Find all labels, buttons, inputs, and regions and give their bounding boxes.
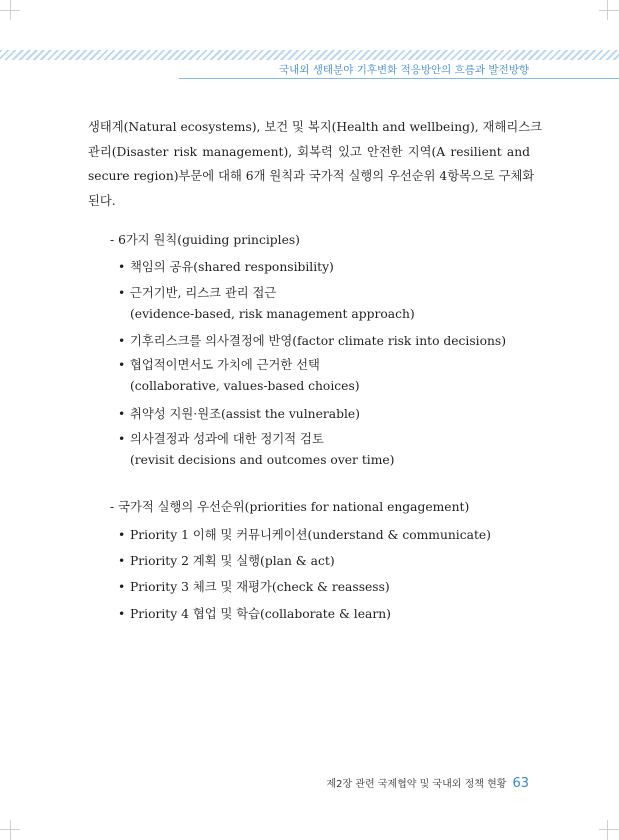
footer-chapter-title: 제2장 관련 국제협약 및 국내외 정책 현황 <box>326 779 507 790</box>
bullet-icon: • <box>118 286 126 300</box>
principle-item <box>118 429 395 467</box>
bullet-icon: • <box>118 432 126 446</box>
principle-text: 근거기반, 리스크 관리 접근 <box>130 286 277 300</box>
crop-mark <box>599 10 619 11</box>
priority-item <box>118 604 391 622</box>
priority-text: Priority 3 체크 및 재평가(check & reassess) <box>130 580 390 594</box>
bullet-icon: • <box>118 554 126 568</box>
bullet-icon: • <box>118 607 126 621</box>
priority-text: Priority 2 계획 및 실행(plan & act) <box>130 554 335 568</box>
running-header-title: 국내외 생태분야 기후변화 적응방안의 흐름과 발전방향 <box>279 64 529 76</box>
intro-paragraph <box>88 115 543 213</box>
crop-mark <box>0 829 20 830</box>
bullet-icon: • <box>118 358 126 372</box>
principle-item <box>118 257 334 275</box>
principles-heading: - 6가지 원칙(guiding principles) <box>110 233 300 247</box>
bullet-icon: • <box>118 528 126 542</box>
principle-text: 취약성 지원·원조(assist the vulnerable) <box>130 407 360 421</box>
principle-text: 책임의 공유(shared responsibility) <box>130 260 334 274</box>
principle-text-continuation: (collaborative, values-based choices) <box>130 379 360 393</box>
priority-text: Priority 4 협업 및 학습(collaborate & learn) <box>130 607 391 621</box>
intro-line: 된다. <box>88 193 116 208</box>
page-number: 63 <box>512 776 529 791</box>
crop-mark <box>10 820 11 840</box>
intro-line: 생태계(Natural ecosystems), 보건 및 복지(Health and wellbeing), 재해리스크 <box>88 120 543 134</box>
intro-line: secure region)부문에 대해 6개 원칙과 국가적 실행의 우선순위 4항목으로 구체화 <box>88 169 535 183</box>
crop-mark <box>0 10 20 11</box>
principle-item <box>118 331 506 349</box>
priority-item <box>118 551 335 569</box>
principle-text: 협업적이면서도 가치에 근거한 선택 <box>130 358 320 372</box>
principle-text: 의사결정과 성과에 대한 정기적 검토 <box>130 432 324 446</box>
principle-item <box>118 283 415 321</box>
intro-line: 관리(Disaster risk management), 회복력 있고 안전한 지역(A resilient and <box>88 144 530 159</box>
principle-text-continuation: (evidence-based, risk management approach) <box>130 307 415 321</box>
bullet-icon: • <box>118 334 126 348</box>
priorities-heading: - 국가적 실행의 우선순위(priorities for national engagement) <box>110 500 470 514</box>
priority-text: Priority 1 이해 및 커뮤니케이션(understand & communicate) <box>130 528 491 542</box>
bullet-icon: • <box>118 407 126 421</box>
principle-text-continuation: (revisit decisions and outcomes over time) <box>130 453 395 467</box>
bullet-icon: • <box>118 580 126 594</box>
principle-item <box>118 404 360 422</box>
priority-item <box>118 577 390 595</box>
bullet-icon: • <box>118 260 126 274</box>
header-stripe-band <box>0 50 619 60</box>
page-footer <box>326 775 529 791</box>
crop-mark <box>607 820 608 840</box>
header-rule <box>179 78 619 79</box>
principle-item <box>118 355 360 393</box>
crop-mark <box>599 829 619 830</box>
priority-item <box>118 525 491 543</box>
principle-text: 기후리스크를 의사결정에 반영(factor climate risk into decisions) <box>130 334 507 348</box>
